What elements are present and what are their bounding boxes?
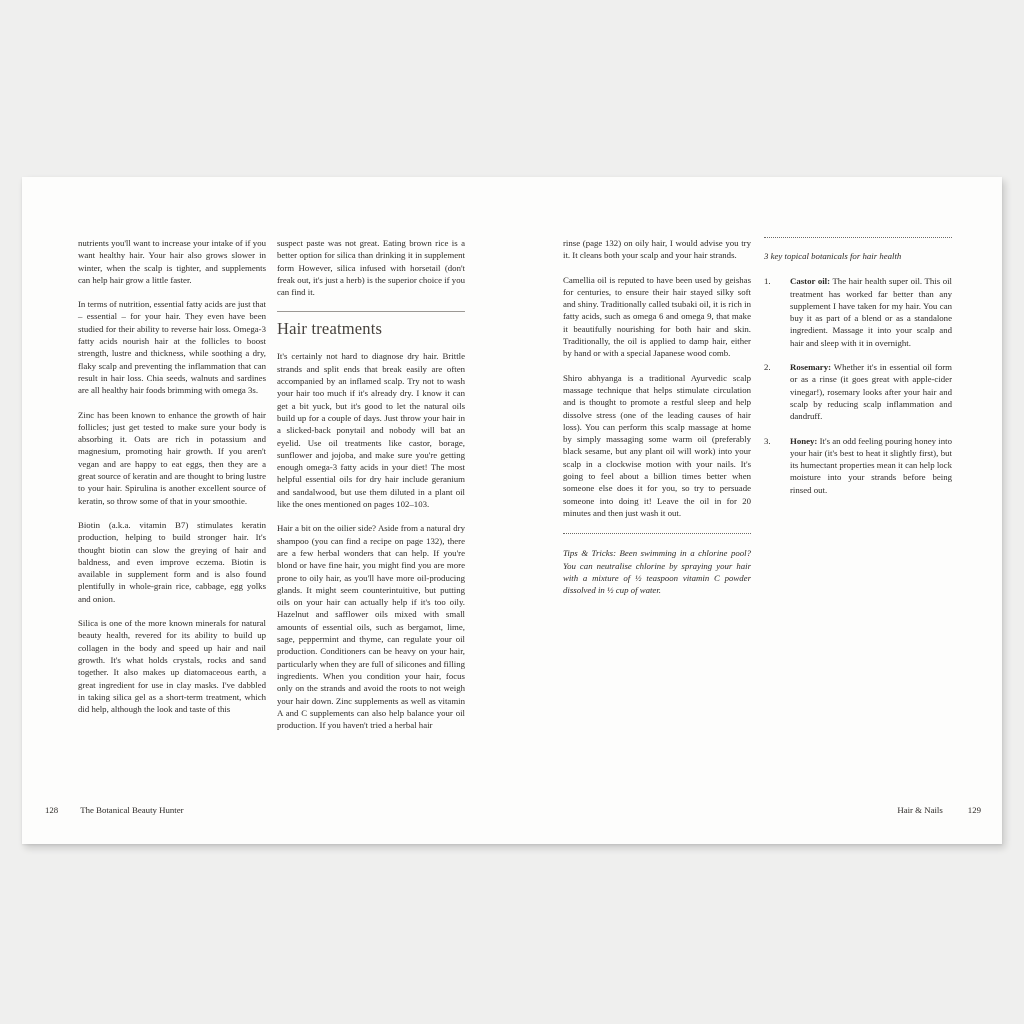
paragraph: In terms of nutrition, essential fatty acids are just that – essential – for your hair. They even have been studied for their ability to reverse hair loss. Omega-3 fatty acids nourish hair at the follicles to boost strength, lustre and thickness, while soothing a dry, flaky scalp and preventing the inflammation that can result in hair loss. Chia seeds, walnuts and sardines are all healthy hair foods brimming with omega 3s. bbox=[78, 299, 266, 396]
right-page-column-2 bbox=[764, 237, 952, 508]
paragraph: nutrients you'll want to increase your intake of if you want healthy hair. Your hair also grows slower in winter, when the scalp is tighter, and supplements can help hair grow a little faster. bbox=[78, 238, 266, 285]
list-item bbox=[764, 361, 952, 422]
left-page-number: 128 bbox=[45, 805, 59, 815]
list-item-label: Rosemary: bbox=[790, 362, 832, 373]
right-page-column-1 bbox=[563, 237, 751, 596]
section-heading: Hair treatments bbox=[277, 319, 383, 339]
left-page-footer bbox=[45, 805, 184, 815]
dotted-divider bbox=[764, 237, 952, 238]
list-item-label: Honey: bbox=[790, 435, 818, 446]
list-item-body-text: Whether it's in essential oil form or as a rinse (it goes great with apple-cider vinegar!), rosemary looks after your hair and scalp by reducing scalp inflammation and dandruff. bbox=[790, 362, 952, 422]
right-page-number: 129 bbox=[967, 805, 981, 815]
paragraph: Hair a bit on the oilier side? Aside from a natural dry shampoo (you can find a recipe on page 132), there are a few herbal wonders that can help. If you're blond or have fine hair, you might find you are more prone to oily hair, as you'll have more oil-producing glands. It might seem counterintuitive, but putting oils on your hair can actually help if it's too oily. Hazelnut and safflower oils mixed with small amounts of essential oils, such as bergamot, lime, sage, peppermint and thyme, can regulate your oil production. Conditioners can be heavy on your hair, particularly when they are full of silicones and filling ingredients. When you condition your hair, focus only on the strands and avoid the roots to not weigh your hair down. Zinc supplements as well as vitamin A and C supplements can also help balance your oil production. If you haven't tried a herbal hair bbox=[277, 523, 465, 731]
paragraph: It's certainly not hard to diagnose dry hair. Brittle strands and split ends that break easily are often accompanied by an inflamed scalp. Try not to wash your hair too much if it's already dry. I know it can get a bit yuck, but it's good to let the natural oils build up for a couple of days. Just throw your hair in a slicked-back ponytail and nobody will bat an eyelid. Use oil treatments like castor, borage, sunflower and jojoba, and make sure you're getting enough omega-3 fatty acids in your diet! The most helpful essential oils for dry hair include geranium and sandalwood, but use them diluted in a plant oil like the ones mentioned on pages 102–103. bbox=[277, 351, 465, 510]
list-item-text bbox=[790, 435, 952, 496]
book-spread bbox=[22, 177, 1002, 844]
list-item-number: 1. bbox=[764, 276, 771, 287]
paragraph: Shiro abhyanga is a traditional Ayurvedic scalp massage technique that helps stimulate circulation and is thought to promote a restful sleep and help dissolve stress (one of the leading causes of hair loss). You can perform this scalp massage at home by simply massaging some warm oil (preferably black sesame, but any plant oil will work) into your scalp in a clockwise motion with your nails. It's going to feel about a billion times better when someone else does it for you, so try to persuade someone into doing it! Leave the oil in for 20 minutes and then just wash it out. bbox=[563, 372, 751, 518]
paragraph: Zinc has been known to enhance the growth of hair follicles; just get tested to make sure your body is absorbing it. Oats are rich in potassium and magnesium, promoting hair growth. If you aren't vegan and are happy to eat eggs, then they are a great source of keratin and are thought to bring lustre to your hair. Spirulina is another excellent source of keratin, so throw some of that in your smoothie. bbox=[78, 409, 266, 506]
list-item-body-text: The hair health super oil. This oil treatment has worked far better than any supplement I have taken for my hair. You can buy it as part of a blend or as a standalone ingredient. Massage it into your scalp and hair and sleep with it in overnight. bbox=[790, 276, 952, 348]
paragraph: suspect paste was not great. Eating brown rice is a better option for silica than drinking it in supplement form However, silica infused with horsetail (don't freak out, it's just a herb) is the superior choice if you can find it. bbox=[277, 238, 465, 298]
paragraph: Camellia oil is reputed to have been used by geishas for centuries, to ensure their hair stayed silky soft and shiny. Traditionally called tsubaki oil, it is rich in fatty acids, such as omega 6 and omega 9, that make it beautifully nourishing for both hair and skin. Traditionally, the oil is applied to damp hair, either by hand or with a special Japanese wood comb. bbox=[563, 274, 751, 359]
list-item-label: Castor oil: bbox=[790, 276, 831, 287]
list-item-number: 3. bbox=[764, 435, 771, 446]
list-item-text bbox=[790, 275, 952, 349]
list-item bbox=[764, 435, 952, 496]
left-page-column-2 bbox=[277, 237, 465, 731]
list-heading: 3 key topical botanicals for hair health bbox=[764, 251, 902, 261]
list-item-number: 2. bbox=[764, 362, 771, 373]
section-divider bbox=[277, 311, 465, 312]
right-page-footer bbox=[897, 805, 981, 815]
list-item bbox=[764, 275, 952, 349]
tips-and-tricks-note: Tips & Tricks: Been swimming in a chlorine pool? You can neutralise chlorine by spraying your hair with a mixture of ½ teaspoon vitamin C powder dissolved in ½ cup of water. bbox=[563, 548, 751, 596]
book-title: The Botanical Beauty Hunter bbox=[80, 805, 184, 815]
list-item-text bbox=[790, 361, 952, 422]
paragraph: rinse (page 132) on oily hair, I would advise you try it. It cleans both your scalp and your hair strands. bbox=[563, 238, 751, 261]
left-page-column-1 bbox=[78, 237, 266, 715]
paragraph: Silica is one of the more known minerals for natural beauty health, revered for its ability to build up collagen in the body and speed up hair and nail growth. It's what holds crystals, rocks and sand together. It also makes up diatomaceous earth, a great ingredient for use in clay masks. I've dabbled in taking silica gel as a short-term treatment, which did help, although the look and taste of this bbox=[78, 618, 266, 715]
dotted-divider bbox=[563, 533, 751, 534]
list-item-body-text: It's an odd feeling pouring honey into your hair (it's best to heat it slightly first), but its humectant properties mean it can help lock moisture into your strands before being rinsed out. bbox=[790, 435, 952, 495]
paragraph: Biotin (a.k.a. vitamin B7) stimulates keratin production, helping to build stronger hair. It's thought biotin can slow the greying of hair and baldness, and even improve eczema. Biotin is available in supplement form and is also found plentifully in whole-grain rice, cabbage, egg yolks and onion. bbox=[78, 519, 266, 604]
chapter-title: Hair & Nails bbox=[897, 805, 943, 815]
